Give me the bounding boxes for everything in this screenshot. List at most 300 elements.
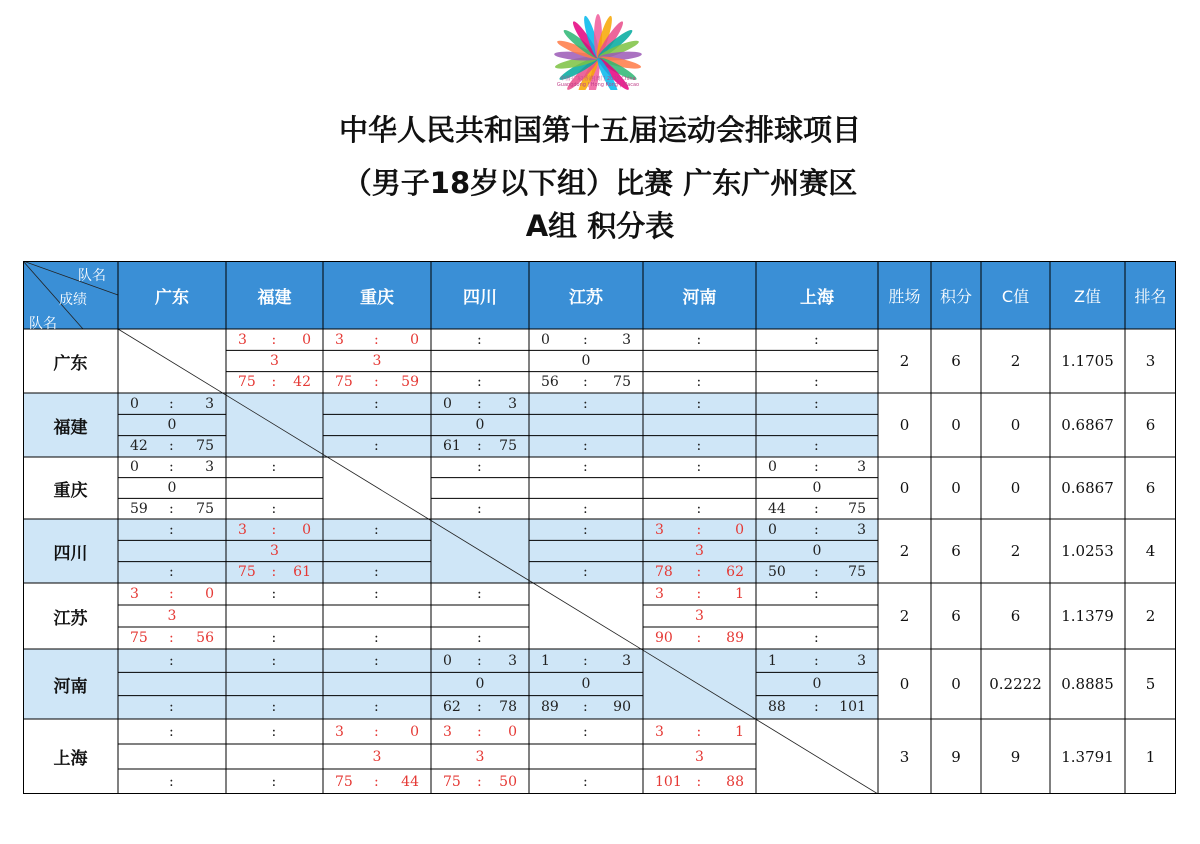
match-points	[226, 478, 323, 498]
match-score	[529, 697, 643, 717]
match-sets	[529, 457, 643, 477]
score-left: 3	[238, 331, 247, 348]
match-score	[643, 436, 756, 456]
score-right: 3	[857, 652, 866, 669]
match-score	[323, 436, 431, 456]
match-score	[431, 628, 529, 648]
stat-value: 6	[951, 607, 961, 625]
match-sets	[529, 394, 643, 414]
score-colon: :	[696, 723, 702, 740]
stat-value: 2	[899, 542, 910, 560]
match-score	[529, 772, 643, 792]
score-colon: :	[374, 374, 379, 391]
match-points: 0	[812, 543, 822, 559]
column-header-team: 重庆	[360, 287, 394, 308]
match-score	[323, 697, 431, 717]
score-right: 0	[410, 723, 419, 740]
match-score	[323, 562, 431, 582]
match-score	[118, 697, 226, 717]
match-points: 0	[812, 480, 822, 496]
match-sets	[118, 584, 226, 604]
match-points: 0	[581, 676, 591, 692]
match-sets	[431, 394, 529, 414]
score-left: 62	[443, 699, 461, 716]
score-left: 0	[443, 395, 452, 412]
score-colon: :	[169, 630, 174, 646]
match-score	[643, 499, 756, 519]
match-points	[323, 674, 431, 694]
score-left: 75	[443, 773, 461, 790]
column-header-stat: Z值	[1074, 286, 1101, 306]
score-colon: :	[271, 521, 277, 538]
score-colon: :	[374, 438, 379, 455]
score-colon: :	[477, 331, 482, 348]
stat-value: 2	[1010, 352, 1021, 370]
score-colon: :	[814, 652, 819, 669]
score-colon: :	[271, 459, 277, 476]
match-score	[643, 772, 756, 792]
score-right: 3	[857, 459, 866, 476]
stat-value: 0	[899, 479, 910, 497]
score-colon: :	[374, 586, 379, 602]
score-right: 75	[848, 564, 866, 581]
score-colon: :	[814, 699, 819, 716]
match-sets	[756, 520, 878, 540]
match-points	[226, 674, 323, 694]
match-points	[118, 674, 226, 694]
stat-value: 9	[951, 747, 961, 766]
match-score	[323, 372, 431, 392]
stat-value: 6	[1010, 607, 1021, 625]
score-colon: :	[814, 500, 819, 517]
row-team-name: 江苏	[53, 608, 88, 629]
score-colon: :	[271, 773, 277, 790]
match-points: 3	[270, 543, 279, 559]
score-left: 75	[335, 374, 353, 391]
score-left: 3	[655, 521, 664, 538]
score-colon: :	[696, 586, 702, 602]
score-colon: :	[477, 586, 482, 602]
score-colon: :	[696, 521, 702, 538]
match-points	[529, 541, 643, 561]
score-colon: :	[477, 699, 482, 716]
match-sets	[226, 584, 323, 604]
column-header-team: 河南	[682, 287, 717, 308]
match-score	[643, 562, 756, 582]
stat-value: 0.6867	[1061, 416, 1114, 434]
match-points: 0	[167, 417, 177, 433]
stat-value: 0.8885	[1061, 675, 1114, 693]
score-left: 3	[335, 723, 344, 740]
column-header-team: 江苏	[569, 287, 603, 308]
page-subtitle: （男子18岁以下组）比赛 广东广州赛区	[342, 166, 858, 200]
match-points	[431, 351, 529, 371]
score-colon: :	[814, 438, 819, 455]
score-colon: :	[696, 438, 702, 455]
score-colon: :	[271, 652, 277, 669]
match-sets	[529, 330, 643, 350]
match-sets	[323, 584, 431, 604]
score-right: 3	[508, 652, 517, 669]
score-colon: :	[583, 374, 588, 391]
score-colon: :	[814, 374, 819, 391]
score-right: 75	[848, 500, 866, 517]
match-points: 0	[475, 417, 485, 433]
score-right: 75	[613, 374, 631, 391]
match-score	[431, 372, 529, 392]
score-colon: :	[477, 459, 482, 476]
score-colon: :	[271, 630, 277, 646]
match-points	[323, 606, 431, 626]
score-left: 3	[443, 723, 452, 740]
match-score	[118, 436, 226, 456]
match-points	[529, 415, 643, 435]
score-right: 59	[401, 374, 419, 391]
stat-value: 1.3791	[1061, 747, 1114, 766]
score-colon: :	[271, 723, 277, 740]
match-sets	[118, 520, 226, 540]
match-points	[118, 747, 226, 767]
score-left: 59	[130, 500, 148, 517]
score-colon: :	[477, 395, 482, 412]
match-sets	[323, 520, 431, 540]
score-right: 3	[205, 459, 214, 476]
match-sets	[323, 394, 431, 414]
score-left: 1	[541, 652, 550, 669]
score-left: 0	[130, 395, 139, 412]
score-colon: :	[169, 699, 174, 716]
stat-value: 3	[1145, 352, 1156, 370]
score-left: 78	[655, 564, 673, 581]
match-sets	[431, 651, 529, 671]
score-right: 89	[726, 630, 744, 646]
match-score	[118, 499, 226, 519]
score-colon: :	[696, 331, 702, 348]
row-team-name: 重庆	[53, 480, 88, 501]
score-colon: :	[374, 773, 379, 790]
match-score	[529, 499, 643, 519]
score-colon: :	[477, 438, 482, 455]
column-header-stat: C值	[1001, 286, 1030, 306]
match-score	[529, 372, 643, 392]
score-colon: :	[477, 723, 482, 740]
score-colon: :	[374, 331, 379, 348]
stat-value: 4	[1145, 542, 1156, 560]
match-points	[323, 541, 431, 561]
score-colon: :	[271, 500, 277, 517]
score-colon: :	[696, 500, 702, 517]
match-points: 3	[695, 608, 704, 624]
match-score	[226, 562, 323, 582]
score-right: 0	[302, 521, 311, 538]
match-sets	[226, 651, 323, 671]
corner-label-middle: 成绩	[59, 292, 87, 308]
column-header-team: 福建	[257, 287, 292, 308]
page-title: 中华人民共和国第十五届运动会排球项目	[338, 113, 861, 147]
score-colon: :	[374, 723, 379, 740]
score-colon: :	[583, 500, 588, 517]
match-score	[756, 499, 878, 519]
match-sets	[226, 330, 323, 350]
match-sets	[323, 330, 431, 350]
match-score	[756, 436, 878, 456]
score-left: 89	[541, 699, 559, 716]
match-sets	[226, 722, 323, 742]
score-right: 61	[293, 564, 311, 581]
match-sets	[643, 394, 756, 414]
match-points	[431, 478, 529, 498]
match-points: 3	[270, 353, 279, 369]
match-points: 3	[695, 543, 704, 559]
score-left: 75	[130, 630, 148, 646]
stat-value: 2	[1010, 542, 1021, 560]
match-points	[643, 478, 756, 498]
score-right: 0	[735, 521, 744, 538]
column-header-stat: 胜场	[888, 286, 921, 306]
score-colon: :	[583, 652, 588, 669]
stat-value: 1.1379	[1061, 607, 1114, 625]
match-sets	[323, 651, 431, 671]
score-right: 3	[205, 395, 214, 412]
table-title: A组 积分表	[525, 209, 675, 243]
score-left: 3	[335, 331, 344, 348]
match-score	[643, 372, 756, 392]
score-left: 88	[768, 699, 786, 716]
match-sets	[756, 584, 878, 604]
score-colon: :	[374, 564, 379, 581]
stat-value: 3	[899, 747, 910, 766]
match-points	[643, 351, 756, 371]
match-sets	[756, 394, 878, 414]
stat-value: 6	[951, 352, 961, 370]
score-colon: :	[583, 773, 588, 790]
score-right: 0	[302, 331, 311, 348]
score-colon: :	[583, 459, 588, 476]
match-sets	[431, 457, 529, 477]
score-colon: :	[169, 521, 174, 538]
match-score	[756, 372, 878, 392]
score-right: 90	[613, 699, 631, 716]
score-left: 0	[130, 459, 139, 476]
match-sets	[756, 651, 878, 671]
match-points: 3	[372, 748, 382, 765]
match-score	[323, 772, 431, 792]
score-left: 75	[335, 773, 353, 790]
match-score	[643, 628, 756, 648]
match-sets	[756, 457, 878, 477]
score-right: 75	[196, 500, 214, 517]
score-colon: :	[696, 395, 702, 412]
match-sets	[431, 722, 529, 742]
score-left: 42	[130, 438, 148, 455]
stat-value: 1	[1145, 747, 1156, 766]
score-colon: :	[696, 630, 702, 646]
match-score	[431, 772, 529, 792]
match-sets	[643, 584, 756, 604]
match-sets	[529, 651, 643, 671]
match-points	[118, 541, 226, 561]
match-points: 3	[695, 748, 704, 765]
stat-value: 9	[1010, 747, 1021, 766]
score-colon: :	[169, 564, 174, 581]
score-colon: :	[583, 395, 588, 412]
score-colon: :	[477, 374, 482, 391]
score-right: 75	[196, 438, 214, 455]
match-score	[431, 436, 529, 456]
match-points: 0	[167, 480, 177, 496]
score-left: 75	[238, 564, 256, 581]
stat-value: 0	[899, 675, 910, 693]
match-sets	[643, 330, 756, 350]
match-score	[529, 436, 643, 456]
column-header-stat: 排名	[1134, 286, 1167, 306]
score-left: 101	[655, 773, 682, 790]
stat-value: 0	[951, 416, 961, 434]
score-colon: :	[374, 630, 379, 646]
score-colon: :	[696, 459, 702, 476]
score-colon: :	[169, 723, 174, 740]
match-points	[529, 747, 643, 767]
score-left: 3	[655, 586, 664, 602]
stat-value: 2	[899, 352, 910, 370]
match-sets	[529, 520, 643, 540]
score-colon: :	[374, 699, 379, 716]
match-sets	[431, 584, 529, 604]
stat-value: 2	[899, 607, 910, 625]
match-sets	[226, 457, 323, 477]
score-colon: :	[696, 773, 702, 790]
row-team-name: 上海	[53, 749, 88, 769]
score-left: 3	[655, 723, 664, 740]
column-header-team: 广东	[155, 287, 189, 308]
corner-label-top: 队名	[78, 268, 106, 284]
match-sets	[431, 330, 529, 350]
match-points	[643, 415, 756, 435]
match-score	[226, 372, 323, 392]
row-team-name: 四川	[53, 543, 88, 564]
score-right: 0	[508, 723, 517, 740]
score-colon: :	[271, 374, 277, 391]
score-colon: :	[696, 564, 702, 581]
match-points	[756, 606, 878, 626]
logo-caption: 中国·广东|香港|澳门 2025 China Guangdong | Hong Kong | Macao	[556, 76, 640, 88]
score-right: 3	[622, 331, 631, 348]
score-right: 42	[293, 374, 311, 391]
column-header-team: 四川	[463, 287, 497, 308]
row-team-name: 河南	[53, 676, 88, 697]
standings-table	[23, 261, 1176, 794]
score-left: 90	[655, 630, 673, 646]
score-colon: :	[169, 500, 174, 517]
match-points	[431, 606, 529, 626]
row-team-name: 广东	[53, 353, 88, 374]
score-left: 61	[443, 438, 461, 455]
score-left: 0	[443, 652, 452, 669]
score-right: 3	[508, 395, 517, 412]
match-score	[756, 697, 878, 717]
score-colon: :	[814, 630, 819, 646]
match-sets	[756, 330, 878, 350]
match-sets	[226, 520, 323, 540]
score-colon: :	[477, 630, 482, 646]
column-header-team: 上海	[800, 287, 834, 308]
match-score	[118, 562, 226, 582]
score-left: 3	[238, 521, 247, 538]
score-right: 3	[857, 521, 866, 538]
score-left: 44	[768, 500, 786, 517]
score-colon: :	[696, 374, 702, 391]
score-colon: :	[477, 652, 482, 669]
match-points	[323, 415, 431, 435]
score-right: 0	[205, 586, 214, 602]
match-score	[118, 772, 226, 792]
match-points: 0	[475, 676, 485, 692]
stat-value: 0.2222	[989, 675, 1042, 693]
score-left: 1	[768, 652, 777, 669]
match-sets	[643, 722, 756, 742]
score-right: 1	[735, 723, 744, 740]
score-right: 75	[499, 438, 517, 455]
match-points: 0	[812, 676, 822, 692]
match-points: 3	[475, 748, 485, 765]
score-colon: :	[583, 564, 588, 581]
match-points: 3	[372, 353, 382, 369]
score-left: 50	[768, 564, 786, 581]
score-colon: :	[583, 438, 588, 455]
match-points	[756, 415, 878, 435]
match-sets	[643, 457, 756, 477]
match-points	[529, 478, 643, 498]
match-score	[226, 697, 323, 717]
score-colon: :	[814, 586, 819, 602]
score-left: 0	[768, 521, 777, 538]
corner-label-bottom: 队名	[29, 316, 57, 332]
match-score	[431, 697, 529, 717]
match-sets	[643, 520, 756, 540]
score-colon: :	[374, 395, 379, 412]
score-left: 0	[768, 459, 777, 476]
score-colon: :	[169, 586, 174, 602]
match-sets	[118, 457, 226, 477]
match-score	[756, 562, 878, 582]
score-colon: :	[477, 500, 482, 517]
score-left: 75	[238, 374, 256, 391]
stat-value: 0	[899, 416, 910, 434]
stat-value: 0	[951, 479, 961, 497]
stat-value: 1.1705	[1061, 352, 1114, 370]
match-score	[529, 562, 643, 582]
match-score	[226, 772, 323, 792]
stat-value: 0.6867	[1061, 479, 1114, 497]
score-colon: :	[271, 331, 277, 348]
score-right: 44	[401, 773, 419, 790]
score-colon: :	[814, 521, 819, 538]
score-colon: :	[169, 459, 174, 476]
score-colon: :	[814, 395, 819, 412]
stat-value: 6	[1145, 416, 1156, 434]
match-points: 0	[581, 353, 591, 369]
score-colon: :	[583, 699, 588, 716]
score-colon: :	[814, 331, 819, 348]
match-points: 3	[167, 608, 177, 624]
match-score	[756, 628, 878, 648]
score-colon: :	[374, 521, 379, 538]
score-colon: :	[169, 773, 174, 790]
score-colon: :	[271, 564, 277, 581]
stat-value: 2	[1145, 607, 1156, 625]
match-sets	[529, 722, 643, 742]
match-score	[226, 499, 323, 519]
